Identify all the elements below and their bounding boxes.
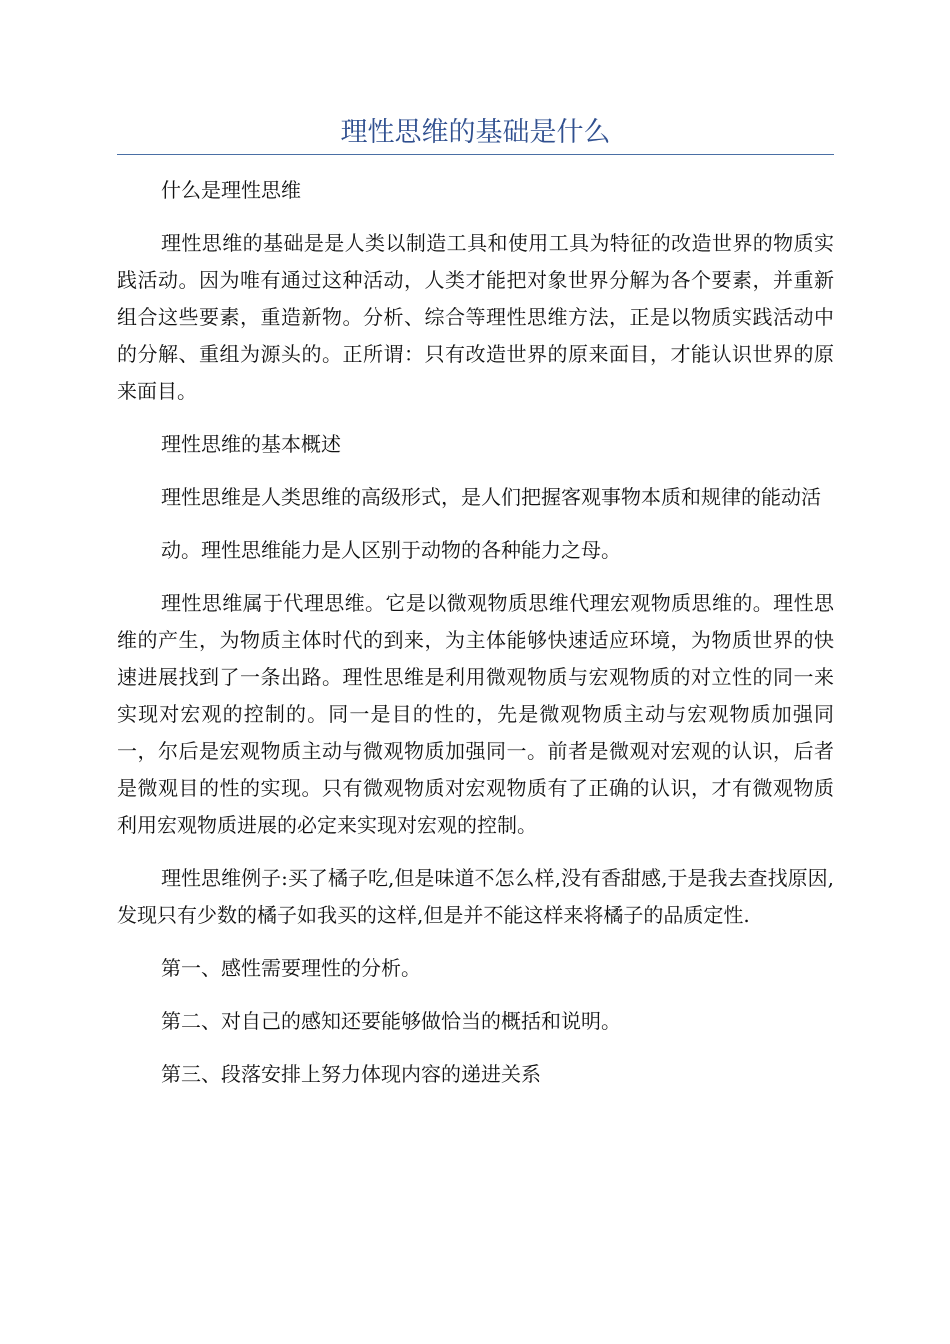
paragraph-overview-part2: 动。理性思维能力是人区别于动物的各种能力之母。	[161, 538, 621, 562]
title-underline	[117, 154, 834, 155]
list-item-first: 第一、感性需要理性的分析。	[161, 956, 421, 980]
heading-what-is-rational-thinking: 什么是理性思维	[161, 178, 301, 202]
list-item-third: 第三、段落安排上努力体现内容的递进关系	[161, 1062, 541, 1086]
heading-basic-overview: 理性思维的基本概述	[161, 432, 341, 456]
document-body	[117, 172, 834, 1109]
paragraph-foundation: 理性思维的基础是是人类以制造工具和使用工具为特征的改造世界的物质实践活动。因为唯有通过这种活动，人类才能把对象世界分解为各个要素，并重新组合这些要素，重造新物。分析、综合等理性思维方法，正是以物质实践活动中的分解、重组为源头的。正所谓：只有改造世界的原来面目，才能认识世界的原来面目。	[117, 231, 834, 403]
list-item-second: 第二、对自己的感知还要能够做恰当的概括和说明。	[161, 1009, 621, 1033]
document-title: 理性思维的基础是什么	[340, 117, 611, 148]
paragraph-overview-part1: 理性思维是人类思维的高级形式，是人们把握客观事物本质和规律的能动活	[161, 485, 821, 509]
paragraph-example: 理性思维例子:买了橘子吃,但是味道不怎么样,没有香甜感,于是我去查找原因,发现只有少数的橘子如我买的这样,但是并不能这样来将橘子的品质定性.	[117, 866, 834, 927]
paragraph-proxy-thinking: 理性思维属于代理思维。它是以微观物质思维代理宏观物质思维的。理性思维的产生，为物质主体时代的到来，为主体能够快速适应环境，为物质世界的快速进展找到了一条出路。理性思维是利用微观物质与宏观物质的对立性的同一来实现对宏观的控制的。同一是目的性的，先是微观物质主动与宏观物质加强同一，尔后是宏观物质主动与微观物质加强同一。前者是微观对宏观的认识，后者是微观目的性的实现。只有微观物质对宏观物质有了正确的认识，才有微观物质利用宏观物质进展的必定来实现对宏观的控制。	[117, 591, 834, 837]
